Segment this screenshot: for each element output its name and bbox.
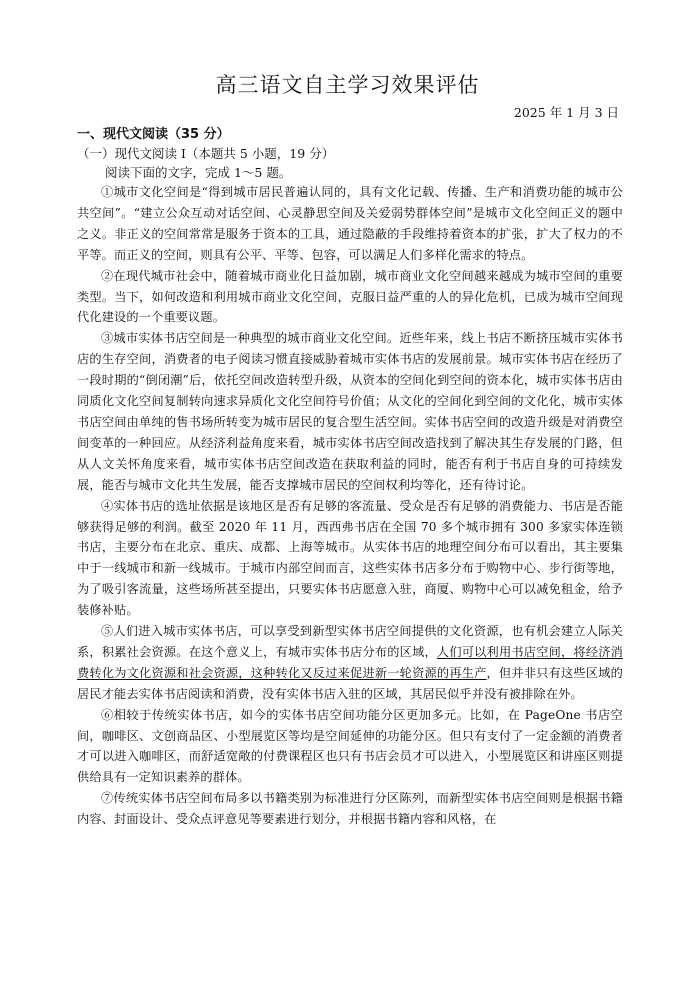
- underlined-sentence: 人们可以利用书店空间，将经济消费转化为文化资源和社会资源，这种转化又反过来促进新一轮资源的再生产: [77, 644, 623, 680]
- passage-paragraph: [77, 496, 623, 621]
- passage-paragraph: [77, 266, 623, 329]
- page-title: 高三语文自主学习效果评估: [215, 73, 480, 97]
- section-heading: 一、现代文阅读（35 分）: [77, 127, 230, 142]
- passage-paragraph: [77, 182, 623, 266]
- passage-paragraph: [77, 621, 623, 705]
- paragraph-text: ①城市文化空间是“得到城市居民普遍认同的，具有文化记载、传播、生产和消费功能的城市公共空间”。“建立公众互动对话空间、心灵静思空间及关爱弱势群体空间”是城市文化空间正义的题中之义。非正义的空间常常是服务于资本的工具，通过隐蔽的手段维持着资本的扩张，扩大了权力的不平等。而正义的空间，则具有公平、平等、包容，可以满足人们多样化需求的特点。: [77, 185, 623, 262]
- paragraph-text: ⑤人们进入城市实体书店，可以享受到新型实体书店空间提供的文化资源，也有机会建立人际关系，积累社会资源。在这个意义上，有城市实体书店分布的区域，: [77, 624, 623, 659]
- paragraph-text: ，但并非只有这些区域的居民才能去实体书店阅读和消费，没有实体书店入驻的区域，其居民似乎并没有被排除在外。: [77, 665, 623, 701]
- exam-date: 2025 年 1 月 3 日: [513, 105, 619, 120]
- paragraph-text: ④实体书店的选址依据是该地区是否有足够的客流量、受众是否有足够的消费能力、书店是否能够获得足够的利润。截至 2020 年 11 月，西西弗书店在全国 70 多个城市拥有 300 多家实体连锁书店，主要分布在北京、重庆、成都、上海等城市。从实体书店的地理空间分布可以看出，其主要集中于一线城市和新一线城市。于城市内部空间而言，这些实体书店多分布于购物中心、步行街等地，为了吸引客流量，这些场所甚至提出，只要实体书店愿意入驻，商厦、购物中心可以减免租金，给予装修补贴。: [77, 498, 623, 618]
- subsection-heading: （一）现代文阅读 I（本题共 5 小题，19 分）: [77, 146, 335, 161]
- paragraph-text: ③城市实体书店空间是一种典型的城市商业文化空间。近些年来，线上书店不断挤压城市实体书店的生存空间，消费者的电子阅读习惯直接威胁着城市实体书店的发展前景。城市实体书店在经历了一段时期的“倒闭潮”后，依托空间改造转型升级，从资本的空间化到空间的资本化，城市实体书店由同质化文化空间复制转向速求异质化文化空间符号价值；从文化的空间化到空间的文化化，城市实体书店空间由单纯的售书场所转变为城市居民的复合型生活空间。实体书店空间的改造升级是对消费空间变革的一种回应。从经济利益角度来看，城市实体书店空间改造找到了解决其生存发展的门路，但从人文关怀角度来看，城市实体书店空间改造在获取利益的同时，能否有利于书店自身的可持续发展，能否与城市文化共生发展，能否支撑城市居民的空间权利均等化，还有待讨论。: [77, 331, 623, 492]
- passage-paragraph: [77, 705, 623, 789]
- paragraph-text: ②在现代城市社会中，随着城市商业化日益加剧，城市商业文化空间越来越成为城市空间的重要类型。当下，如何改造和利用城市商业文化空间，克服日益严重的人的异化危机，已成为城市空间现代化建设的一个重要议题。: [77, 268, 623, 325]
- paragraph-text: ⑦传统实体书店空间布局多以书籍类别为标准进行分区陈列，而新型实体书店空间则是根据书籍内容、封面设计、受众点评意见等要素进行划分，并根据书籍内容和风格，在: [77, 791, 623, 827]
- passage-paragraph: [77, 788, 623, 830]
- reading-passage: [77, 182, 623, 830]
- passage-paragraph: [77, 328, 623, 495]
- paragraph-text: ⑥相较于传统实体书店，如今的实体书店空间功能分区更加多元。比如，在 PageOne 书店空间，咖啡区、文创商品区、小型展览区等均是空间延伸的功能分区。但只有支付了一定金额的消费者才可以进入咖啡区，而舒适宽敞的付费课程区也只有书店会员才可以进入，小型展览区和讲座区则提供给具有一定知识素养的群体。: [77, 707, 623, 785]
- reading-instruction: 阅读下面的文字，完成 1～5 题。: [105, 165, 292, 180]
